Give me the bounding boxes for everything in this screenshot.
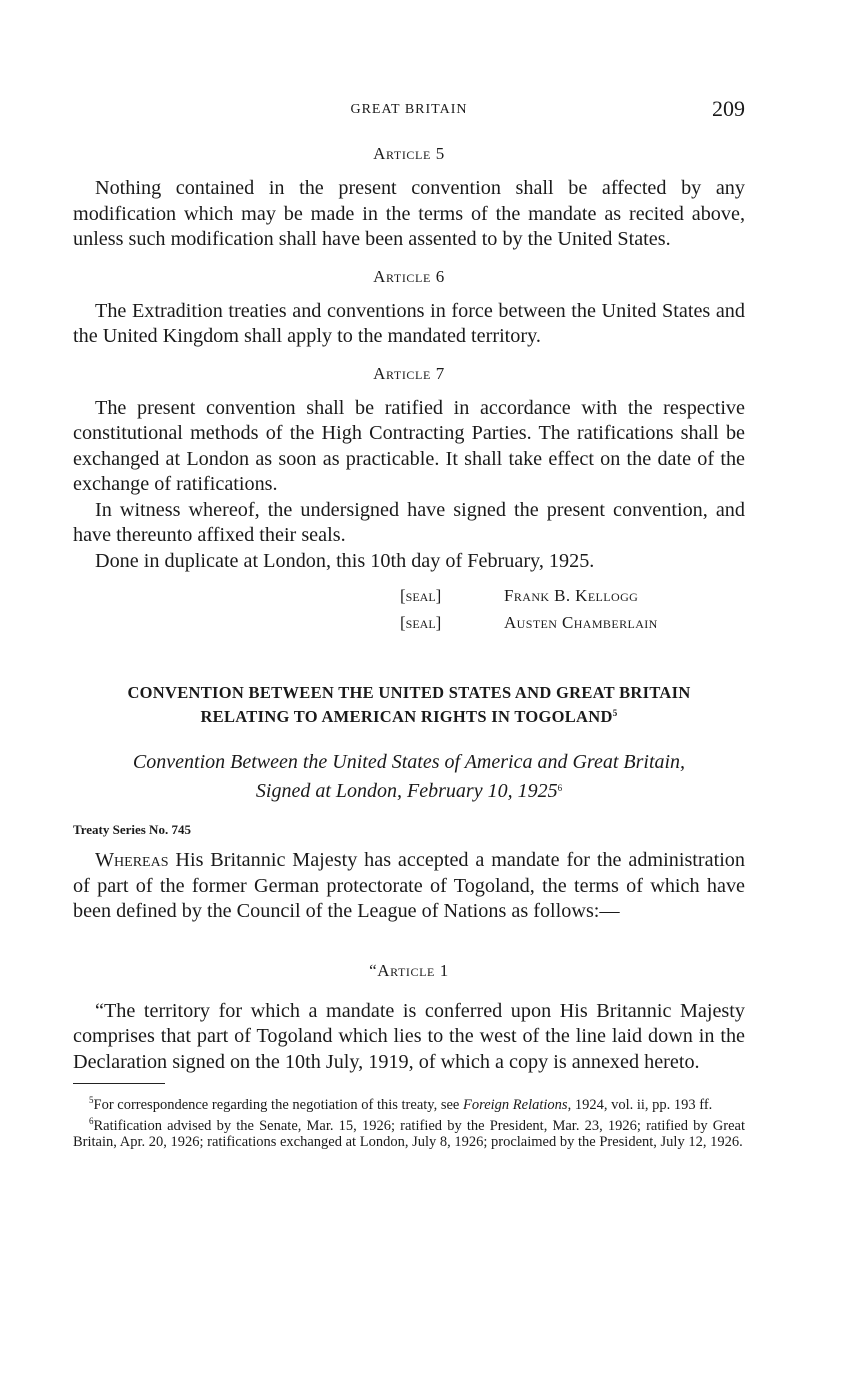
convention-subtitle-line-2: Signed at London, February 10, 1925 xyxy=(255,780,558,802)
convention-title xyxy=(73,682,745,727)
whereas-word: Whereas xyxy=(95,849,169,871)
footnote-6-mark: 6 xyxy=(89,1116,94,1126)
footnote-5-pre: For correspondence regarding the negotiation of this treaty, see xyxy=(93,1097,463,1113)
footnote-divider xyxy=(73,1083,165,1084)
convention-subtitle-line-1: Convention Between the United States of America and Great Britain, xyxy=(132,751,686,773)
footnote-6-text: Ratification advised by the Senate, Mar. 15, 1926; ratified by the President, Mar. 23, 1926; ratified by Great Britain, Apr. 20, 1926; ratifications exchanged at London, July 8, 1926; proclaimed by the President, July 12, 1926. xyxy=(73,1118,745,1150)
convention-subtitle xyxy=(73,749,745,804)
article-5-heading: Article 5 xyxy=(373,144,445,163)
whereas-paragraph xyxy=(73,848,745,925)
quoted-article-1-heading: “Article 1 xyxy=(369,960,449,980)
signature-row xyxy=(400,609,745,636)
running-head xyxy=(73,92,745,130)
treaty-series-label: Treaty Series No. 745 xyxy=(73,822,191,837)
quoted-article-1-text: “The territory for which a mandate is conferred upon His Britannic Majesty comprises that part of Togoland which lies to the west of the line laid down in the Declaration signed on the 10th July, 1919, of which a copy is annexed hereto. xyxy=(73,999,745,1073)
page-number: 209 xyxy=(712,96,745,121)
done-clause: Done in duplicate at London, this 10th day of February, 1925. xyxy=(95,549,595,572)
footnote-5 xyxy=(73,1092,745,1113)
document-page xyxy=(73,92,745,1150)
running-title: GREAT BRITAIN xyxy=(350,102,468,117)
witness-clause: In witness whereof, the undersigned have signed the present convention, and have thereunto affixed their seals. xyxy=(73,498,745,546)
footnote-ref-5: 5 xyxy=(612,708,618,718)
convention-title-line-2: RELATING TO AMERICAN RIGHTS IN TOGOLAND xyxy=(200,707,613,726)
signer-name: Austen Chamberlain xyxy=(504,613,658,632)
convention-title-line-1: CONVENTION BETWEEN THE UNITED STATES AND GREAT BRITAIN xyxy=(127,683,691,702)
signer-name: Frank B. Kellogg xyxy=(504,586,639,605)
seal-mark: [seal] xyxy=(400,613,442,632)
footnote-ref-6: 6 xyxy=(557,783,563,793)
footnote-5-mark: 5 xyxy=(89,1095,94,1105)
signature-row xyxy=(400,582,745,609)
article-5-text: Nothing contained in the present convention shall be affected by any modification which may be made in the terms of the mandate as recited above, unless such modification shall have been assented to by the United States. xyxy=(73,177,745,250)
seal-mark: [seal] xyxy=(400,586,442,605)
footnote-5-citation: Foreign Relations xyxy=(463,1097,568,1113)
footnote-5-post: , 1924, vol. ii, pp. 193 ff. xyxy=(567,1097,713,1113)
whereas-text: His Britannic Majesty has accepted a mandate for the administration of part of the former German protectorate of Togoland, the terms of which have been defined by the Council of the League of Nations as follows:— xyxy=(73,849,745,922)
footnote-6 xyxy=(73,1113,745,1150)
article-6-heading: Article 6 xyxy=(373,266,445,286)
article-7-text: The present convention shall be ratified in accordance with the respective constitutional methods of the High Contracting Parties. The ratifications shall be exchanged at London as soon as practicable. It shall take effect on the date of the exchange of ratifications. xyxy=(73,396,745,495)
article-6-text: The Extradition treaties and conventions in force between the United States and the United Kingdom shall apply to the mandated territory. xyxy=(73,299,745,347)
article-7-heading: Article 7 xyxy=(373,363,445,383)
signature-block xyxy=(400,582,745,636)
